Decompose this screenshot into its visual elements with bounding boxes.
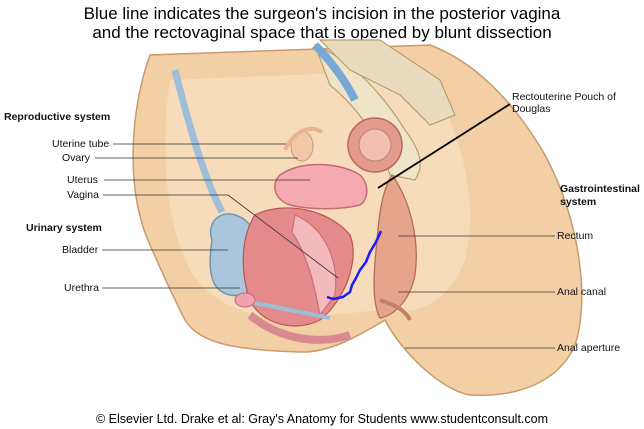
label-urethra: Urethra: [64, 282, 100, 294]
label-rectouterine-pouch: [512, 91, 616, 115]
labia: [235, 293, 255, 307]
pouch-line-1: Rectouterine Pouch of: [512, 91, 616, 103]
urinary-system-header: Urinary system: [26, 222, 102, 234]
title-line-1: Blue line indicates the surgeon's incision in the posterior vagina: [83, 4, 561, 23]
gastrointestinal-system-header: [560, 183, 640, 209]
gi-header-line-1: Gastrointestinal: [560, 183, 640, 195]
title-line-2: and the rectovaginal space that is opened by blunt dissection: [92, 23, 552, 42]
label-anal-aperture: Anal aperture: [557, 342, 621, 354]
label-ovary: Ovary: [62, 152, 91, 164]
label-anal-canal: Anal canal: [557, 286, 607, 298]
label-vagina: Vagina: [67, 189, 99, 201]
gi-header-line-2: system: [560, 196, 597, 208]
label-bladder: Bladder: [62, 244, 99, 256]
reproductive-system-header: Reproductive system: [4, 111, 111, 123]
sigmoid-lumen: [359, 129, 391, 161]
label-rectum: Rectum: [557, 230, 594, 242]
pouch-line-2: Douglas: [512, 103, 551, 115]
label-uterine-tube: Uterine tube: [52, 138, 110, 150]
copyright-footer: © Elsevier Ltd. Drake et al: Gray's Anatomy for Students www.studentconsult.com: [95, 412, 549, 426]
label-uterus: Uterus: [67, 174, 98, 186]
uterus: [275, 164, 367, 208]
